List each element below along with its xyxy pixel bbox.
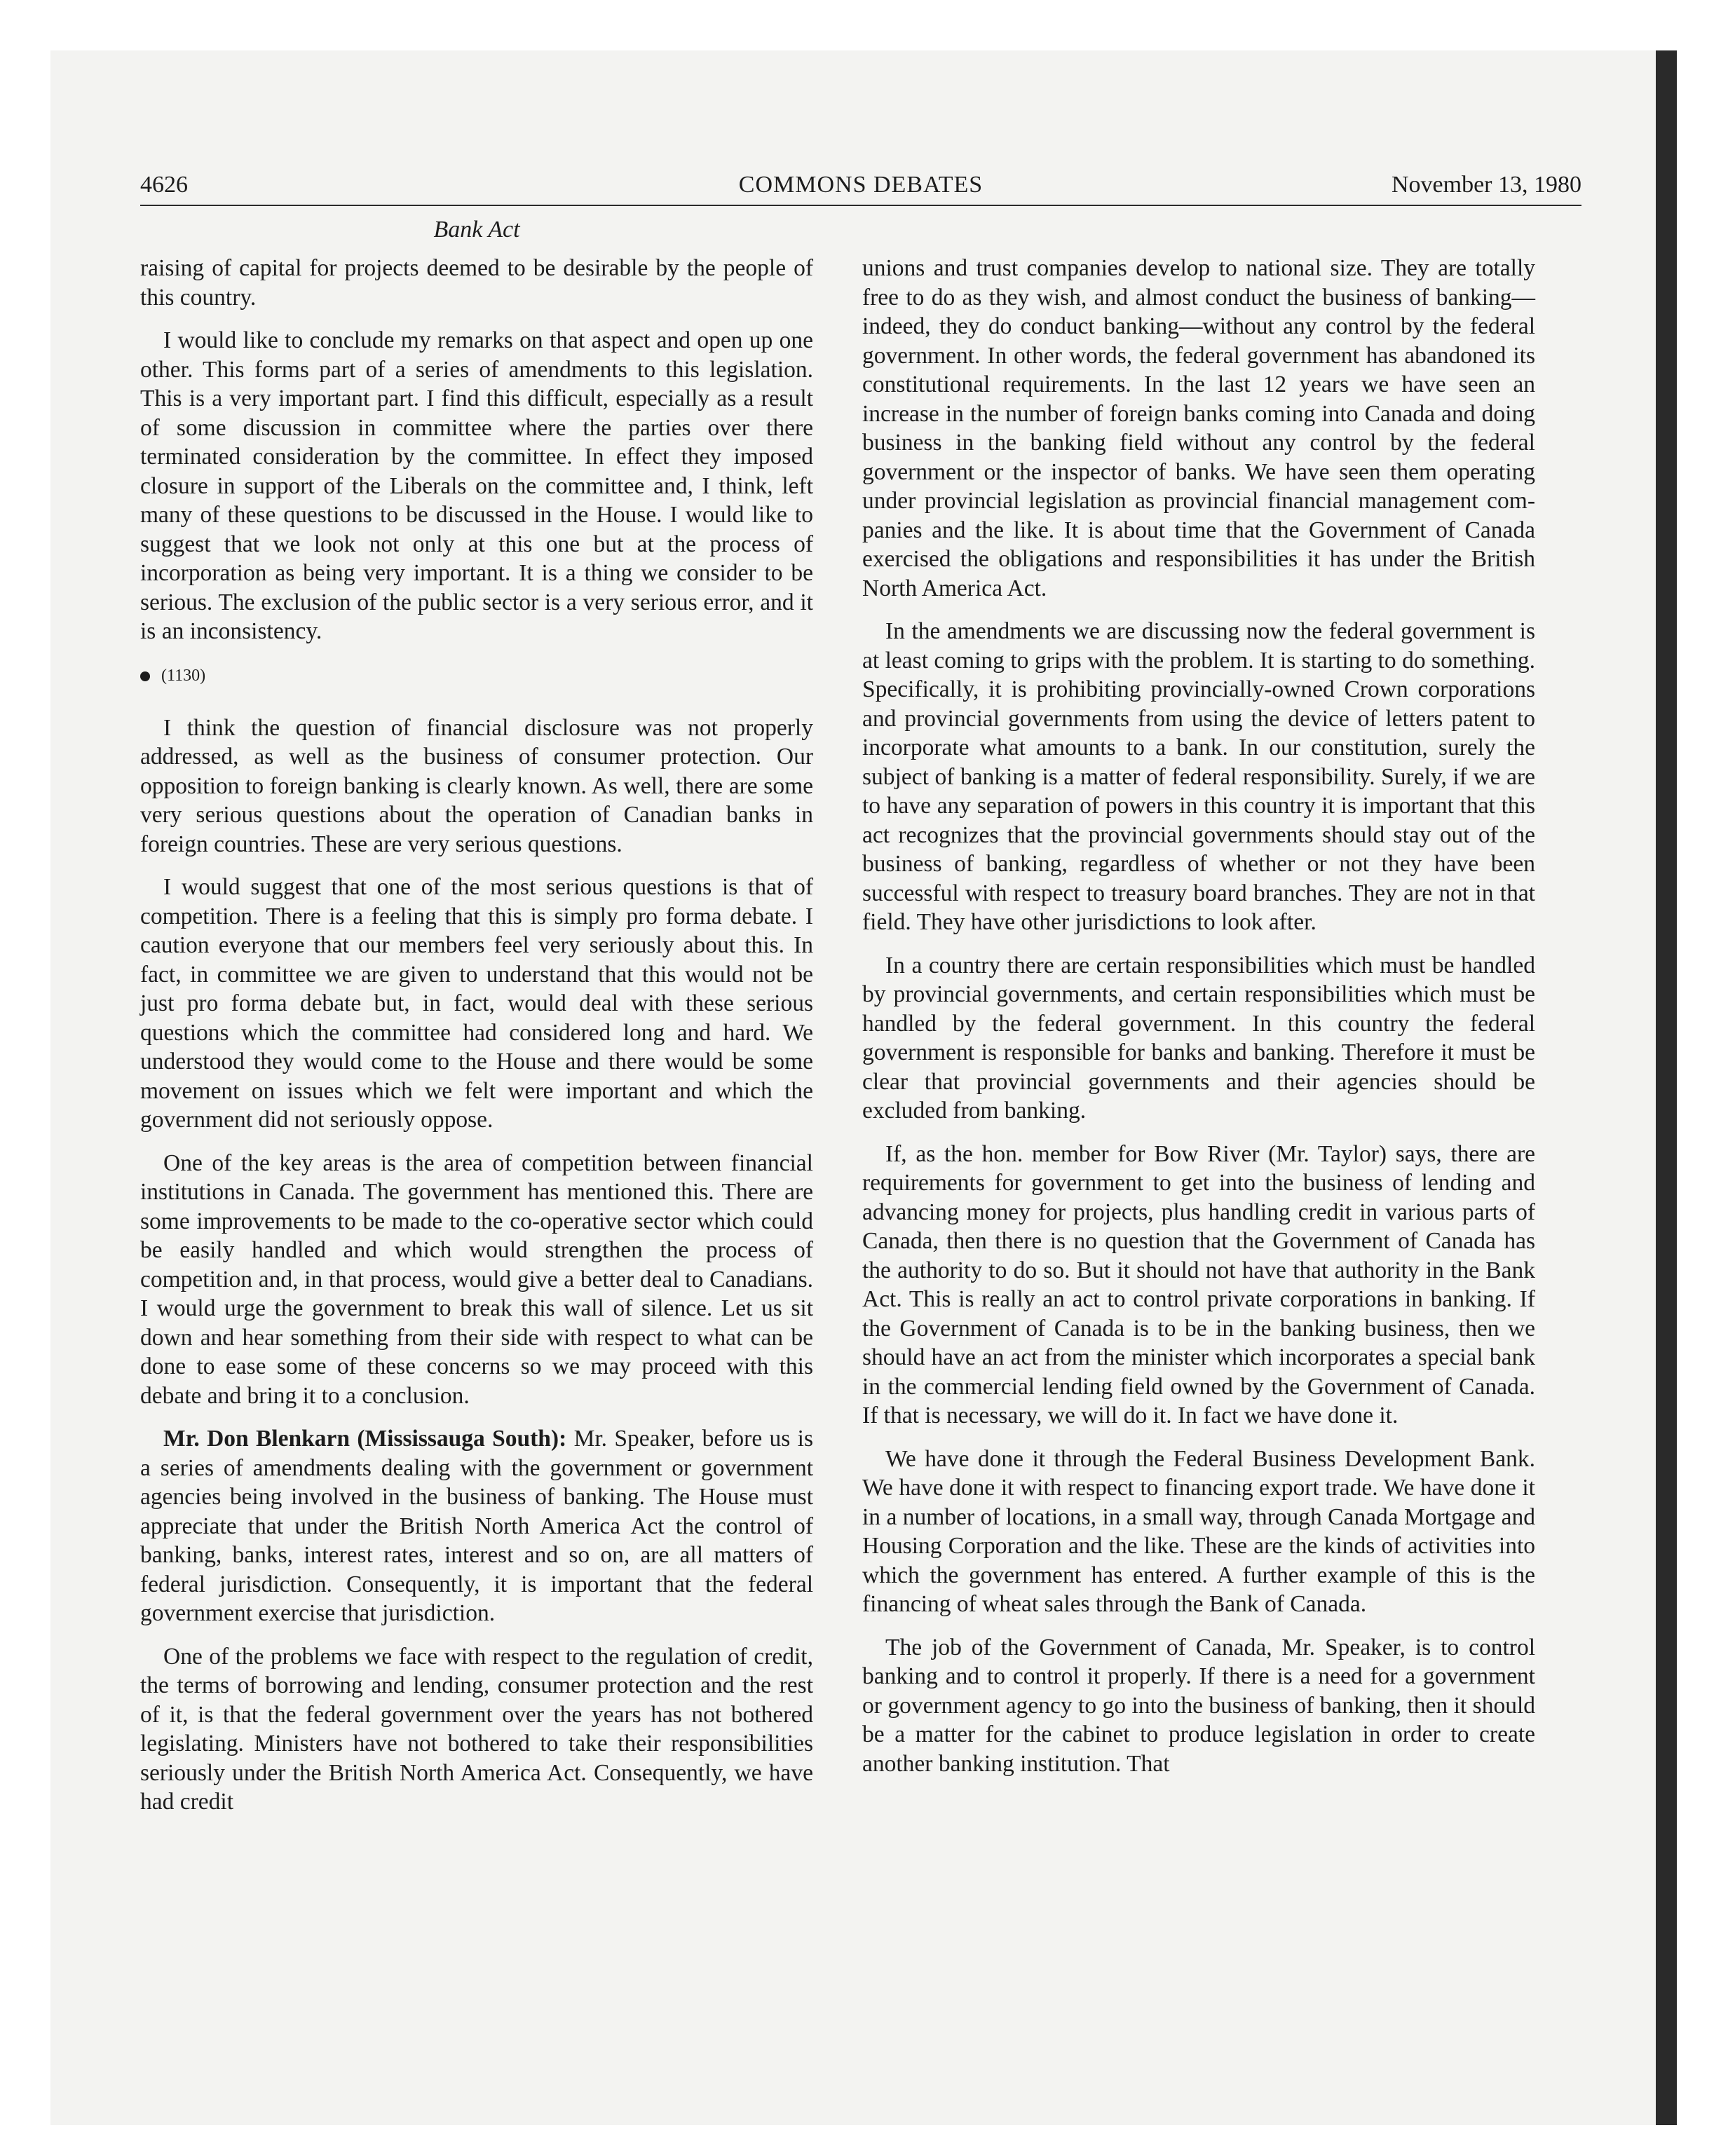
paragraph: unions and trust companies develop to national size. They are totally free to do as they wish, and almost conduct the business of banking—indeed, they do conduct banking—without any control by the federal government. In other words, the federal government has abandoned its constitutional requirements. In the last 12 years we have seen an increase in the number of foreign banks coming into Canada and doing business in the banking field without any control by the federal government or the inspector of banks. We have seen them operating under provincial legislation as provincial financial management companies and the like. It is about time that the Government of Canada exercised the obligations and responsibilities it has under the British North America Act. [862, 255, 1535, 601]
paragraph: One of the problems we face with respect to the regulation of credit, the terms of borrowing and lending, consumer protection and the rest of it, is that the federal government over the years has not bothered legislating. Ministers have not bothered to take their responsibilities seriously under the British North America Act. Consequently, we have had credit [140, 1643, 813, 1815]
speaker-name: Mr. Don Blenkarn (Mississauga South): [163, 1426, 567, 1452]
paragraph: I would suggest that one of the most serious questions is that of competition. There is a feeling that this is simply pro forma debate. I caution everyone that our members feel very seriously about this. In fact, in committee we are given to understand that this would not be just pro forma debate but, in fact, would deal with these serious questions which the committee had considered long and hard. We understood they would come to the House and there would be some movement on issues which we felt were important and which the government did not seriously oppose. [140, 874, 813, 1133]
time-marker-label: (1130) [161, 666, 206, 685]
bullet-icon [140, 671, 150, 681]
paragraph: The job of the Government of Canada, Mr. Speaker, is to control banking and to control it properly. If there is a need for a government or government agency to go into the business of banking, then it should be a matter for the cabinet to produce legislation in order to create another banking institution. That [862, 1634, 1535, 1777]
publication-title: COMMONS DEBATES [738, 172, 984, 198]
paragraph: I think the question of financial disclosure was not properly addressed, as well as the business of consumer protection. Our opposition to foreign banking is clearly known. As well, there are some very serious questions about the operation of Canadian banks in foreign countries. These are very serious questions. [140, 714, 813, 857]
speaker-paragraph [140, 1424, 813, 1628]
time-marker [140, 662, 813, 690]
paragraph: If, as the hon. member for Bow River (Mr. Taylor) says, there are requirements for government to get into the business of lending and advancing money for projects, plus handling credit in various parts of Canada, then there is no question that the Government of Canada has the authority to do so. But it should not have that authority in the Bank Act. This is really an act to control private corporations in banking. If the Government of Canada is to be in the banking business, then we should have an act from the minister which incorporates a special bank in the commercial lending field owned by the Government of Canada. If that is necessary, we will do it. In fact we have done it. [862, 1140, 1535, 1428]
publication-date: November 13, 1980 [1391, 172, 1581, 198]
paragraph: raising of capital for projects deemed to be desirable by the people of this country. [140, 255, 813, 311]
paragraph: In the amendments we are discussing now the federal government is at least coming to grips with the problem. It is starting to do something. Specifically, it is prohibiting provincially-owned Crown corporations and provincial governments from using the device of letters patent to incorporate what amounts to a bank. In our constitution, surely the subject of banking is a matter of federal responsibility. Surely, if we are to have any separation of powers in this country it is important that this act recognizes that the provincial governments should stay out of the business of banking, regardless of whether or not they have been successful with respect to treasury board branches. They are not in that field. They have other jurisdictions to look after. [862, 618, 1535, 935]
binding-edge [1656, 50, 1677, 2125]
right-column [862, 254, 1535, 1792]
paragraph: I would like to conclude my remarks on that aspect and open up one other. This forms part of a series of amendments to this legislation. This is a very important part. I find this difficult, especially as a result of some discussion in committee where the parties over there terminated consideration by the committee. In effect they imposed closure in support of the Liberals on the committee and, I think, left many of these questions to be discussed in the House. I would like to suggest that we look not only at this one but at the process of incorporation as being very important. It is a thing we consider to be serious. The exclusion of the public sector is a very serious error, and it is an inconsistency. [140, 327, 813, 644]
page-number: 4626 [140, 172, 188, 198]
speaker-remarks: Mr. Speaker, before us is a series of amendments dealing with the government or government agencies being involved in the business of banking. The House must appreciate that under the British North America Act the control of banking, banks, interest rates, interest and so on, are all matters of federal jurisdiction. Consequently, it is important that the federal government exercise that jurisdiction. [140, 1426, 813, 1626]
paragraph: We have done it through the Federal Business Development Bank. We have done it with respect to financing export trade. We have done it in a number of locations, in a small way, through Canada Mortgage and Housing Corporation and the like. These are the kinds of activities into which the government has entered. A further example of this is the financing of wheat sales through the Bank of Canada. [862, 1445, 1535, 1617]
left-column [140, 254, 813, 1831]
running-header [140, 165, 1581, 206]
paragraph: In a country there are certain responsibilities which must be handled by provincial governments, and certain responsibilities which must be handled by the federal government. In this country the federal government is responsible for banks and banking. Therefore it must be clear that provincial governments and their agencies should be excluded from banking. [862, 952, 1535, 1124]
section-title: Bank Act [433, 217, 520, 243]
paragraph: One of the key areas is the area of competition between financial institutions in Canada. The government has mentioned this. There are some improvements to be made to the co-operative sector which could be easily handled and which would strengthen the process of competition and, in that process, would give a better deal to Canadians. I would urge the government to break this wall of silence. Let us sit down and hear something from their side with respect to what can be done to ease some of these concerns so we may proceed with this debate and bring it to a conclusion. [140, 1149, 813, 1409]
